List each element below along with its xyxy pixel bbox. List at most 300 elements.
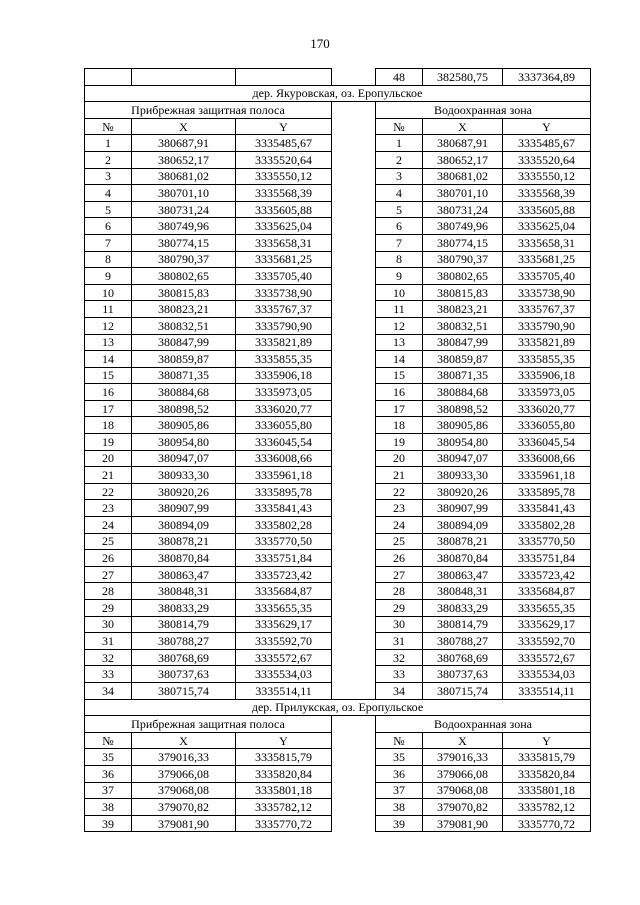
table-row — [85, 550, 591, 567]
column-header-row — [85, 732, 591, 749]
x-coordinate: 380701,10 — [132, 185, 236, 202]
point-number: 18 — [376, 417, 423, 434]
y-coordinate: 3335681,25 — [236, 251, 332, 268]
y-coordinate: 3335625,04 — [236, 218, 332, 235]
x-coordinate: 380894,09 — [132, 517, 236, 534]
table-row — [85, 649, 591, 666]
point-number: 25 — [85, 533, 132, 550]
y-coordinate: 3335485,67 — [236, 135, 332, 152]
x-coordinate: 380871,35 — [423, 367, 503, 384]
column-gap — [332, 135, 376, 152]
y-coordinate: 3335605,88 — [236, 201, 332, 218]
x-coordinate: 380790,37 — [423, 251, 503, 268]
y-coordinate: 3335770,50 — [236, 533, 332, 550]
x-coordinate: 380847,99 — [423, 334, 503, 351]
point-number: 31 — [85, 633, 132, 650]
point-number: 9 — [376, 268, 423, 285]
point-number: 12 — [376, 317, 423, 334]
column-gap — [332, 633, 376, 650]
point-number: 35 — [376, 749, 423, 766]
y-coordinate: 3335961,18 — [503, 467, 591, 484]
section-title-row — [85, 85, 591, 102]
point-number: 24 — [376, 517, 423, 534]
y-coordinate: 3335568,39 — [503, 185, 591, 202]
table-row — [85, 218, 591, 235]
y-coordinate: 3335770,72 — [236, 815, 332, 832]
column-gap — [332, 550, 376, 567]
column-header-y: Y — [503, 732, 591, 749]
column-gap — [332, 583, 376, 600]
point-number: 34 — [376, 682, 423, 699]
point-number: 8 — [85, 251, 132, 268]
y-coordinate: 3335855,35 — [503, 351, 591, 368]
point-number: 35 — [85, 749, 132, 766]
y-coordinate: 3335520,64 — [236, 151, 332, 168]
column-gap — [332, 434, 376, 451]
y-coordinate: 3335655,35 — [503, 600, 591, 617]
point-number: 39 — [85, 815, 132, 832]
x-coordinate: 380859,87 — [423, 351, 503, 368]
table-row — [85, 301, 591, 318]
table-row — [85, 566, 591, 583]
x-coordinate: 380749,96 — [423, 218, 503, 235]
point-number: 17 — [376, 400, 423, 417]
point-number: 27 — [85, 566, 132, 583]
x-coordinate: 380905,86 — [423, 417, 503, 434]
point-number: 1 — [85, 135, 132, 152]
x-coordinate: 380768,69 — [423, 649, 503, 666]
column-gap — [332, 450, 376, 467]
point-number: 48 — [376, 69, 423, 86]
column-header-no: № — [85, 118, 132, 135]
point-number: 26 — [85, 550, 132, 567]
y-coordinate: 3335973,05 — [236, 384, 332, 401]
y-coordinate: 3335767,37 — [503, 301, 591, 318]
x-coordinate: 380687,91 — [423, 135, 503, 152]
table-row — [85, 400, 591, 417]
column-gap — [332, 765, 376, 782]
table-row — [85, 234, 591, 251]
column-gap — [332, 799, 376, 816]
table-row — [85, 517, 591, 534]
y-coordinate: 3335568,39 — [236, 185, 332, 202]
y-coordinate: 3335906,18 — [503, 367, 591, 384]
y-coordinate: 3336008,66 — [236, 450, 332, 467]
y-coordinate: 3336020,77 — [236, 400, 332, 417]
y-coordinate: 3335655,35 — [236, 600, 332, 617]
y-coordinate: 3335592,70 — [503, 633, 591, 650]
point-number: 21 — [376, 467, 423, 484]
table-row — [85, 533, 591, 550]
y-coordinate: 3335841,43 — [236, 500, 332, 517]
coordinates-table — [84, 68, 591, 832]
table-row — [85, 483, 591, 500]
column-gap — [332, 716, 376, 733]
x-coordinate: 380681,02 — [423, 168, 503, 185]
x-coordinate: 380933,30 — [423, 467, 503, 484]
x-coordinate: 380863,47 — [423, 566, 503, 583]
point-number: 6 — [376, 218, 423, 235]
y-coordinate: 3335767,37 — [236, 301, 332, 318]
x-coordinate: 380848,31 — [132, 583, 236, 600]
column-gap — [332, 732, 376, 749]
x-coordinate: 380898,52 — [132, 400, 236, 417]
point-number: 27 — [376, 566, 423, 583]
y-coordinate: 3335751,84 — [236, 550, 332, 567]
column-gap — [332, 649, 376, 666]
x-coordinate: 379016,33 — [132, 749, 236, 766]
table-row — [85, 317, 591, 334]
y-coordinate: 3335821,89 — [503, 334, 591, 351]
point-number: 7 — [376, 234, 423, 251]
point-number: 13 — [85, 334, 132, 351]
column-gap — [332, 500, 376, 517]
point-number: 2 — [85, 151, 132, 168]
point-number: 38 — [376, 799, 423, 816]
y-coordinate: 3335790,90 — [503, 317, 591, 334]
x-coordinate: 380878,21 — [423, 533, 503, 550]
y-coordinate: 3335681,25 — [503, 251, 591, 268]
x-coordinate: 380681,02 — [132, 168, 236, 185]
column-gap — [332, 682, 376, 699]
column-gap — [332, 234, 376, 251]
column-gap — [332, 284, 376, 301]
point-number: 1 — [376, 135, 423, 152]
zone-header-right: Водоохранная зона — [376, 102, 591, 119]
point-number: 25 — [376, 533, 423, 550]
x-coordinate: 380871,35 — [132, 367, 236, 384]
y-coordinate: 3336055,80 — [503, 417, 591, 434]
column-gap — [332, 168, 376, 185]
x-coordinate: 380954,80 — [132, 434, 236, 451]
x-coordinate: 380894,09 — [423, 517, 503, 534]
column-gap — [332, 616, 376, 633]
column-gap — [332, 566, 376, 583]
point-number: 22 — [85, 483, 132, 500]
zone-header-left: Прибрежная защитная полоса — [85, 102, 332, 119]
y-coordinate: 3335841,43 — [503, 500, 591, 517]
point-number: 5 — [376, 201, 423, 218]
point-number: 31 — [376, 633, 423, 650]
column-header-x: X — [423, 732, 503, 749]
x-coordinate: 380847,99 — [132, 334, 236, 351]
table-row — [85, 384, 591, 401]
point-number: 3 — [376, 168, 423, 185]
point-number: 38 — [85, 799, 132, 816]
x-coordinate: 380833,29 — [132, 600, 236, 617]
table-row — [85, 284, 591, 301]
y-coordinate: 3335973,05 — [503, 384, 591, 401]
table-row — [85, 666, 591, 683]
y-coordinate: 3335629,17 — [236, 616, 332, 633]
point-number: 7 — [85, 234, 132, 251]
y-coordinate: 3336045,54 — [236, 434, 332, 451]
column-gap — [332, 666, 376, 683]
table-row — [85, 583, 591, 600]
table-row — [85, 168, 591, 185]
x-coordinate: 380823,21 — [132, 301, 236, 318]
point-number: 9 — [85, 268, 132, 285]
x-coordinate: 380774,15 — [132, 234, 236, 251]
x-coordinate: 380715,74 — [423, 682, 503, 699]
y-coordinate: 3335485,67 — [503, 135, 591, 152]
x-coordinate: 380848,31 — [423, 583, 503, 600]
point-number: 23 — [376, 500, 423, 517]
point-number: 29 — [376, 600, 423, 617]
section-title: дер. Якуровская, оз. Еропульское — [85, 85, 591, 102]
x-coordinate: 380652,17 — [423, 151, 503, 168]
point-number: 10 — [85, 284, 132, 301]
column-gap — [332, 334, 376, 351]
column-gap — [332, 301, 376, 318]
x-coordinate: 380878,21 — [132, 533, 236, 550]
point-number: 4 — [376, 185, 423, 202]
point-number: 28 — [376, 583, 423, 600]
point-number: 14 — [85, 351, 132, 368]
x-coordinate: 380870,84 — [423, 550, 503, 567]
y-coordinate: 3335815,79 — [503, 749, 591, 766]
column-header-no: № — [376, 118, 423, 135]
table-row — [85, 450, 591, 467]
x-coordinate: 380920,26 — [423, 483, 503, 500]
x-coordinate: 380815,83 — [132, 284, 236, 301]
column-gap — [332, 317, 376, 334]
table-row — [85, 351, 591, 368]
table-row — [85, 600, 591, 617]
column-gap — [332, 185, 376, 202]
x-coordinate: 380833,29 — [423, 600, 503, 617]
column-header-no: № — [85, 732, 132, 749]
table-row — [85, 434, 591, 451]
x-coordinate: 380859,87 — [132, 351, 236, 368]
page-number: 170 — [310, 36, 330, 51]
y-coordinate: 3336008,66 — [503, 450, 591, 467]
point-number: 24 — [85, 517, 132, 534]
y-coordinate: 3335802,28 — [503, 517, 591, 534]
x-coordinate: 380731,24 — [132, 201, 236, 218]
y-coordinate: 3335534,03 — [236, 666, 332, 683]
x-coordinate: 379070,82 — [423, 799, 503, 816]
x-coordinate: 380870,84 — [132, 550, 236, 567]
point-number: 2 — [376, 151, 423, 168]
column-gap — [332, 483, 376, 500]
y-coordinate: 3335658,31 — [236, 234, 332, 251]
x-coordinate: 380884,68 — [132, 384, 236, 401]
x-coordinate: 380832,51 — [132, 317, 236, 334]
point-number: 22 — [376, 483, 423, 500]
y-coordinate: 3335625,04 — [503, 218, 591, 235]
y-coordinate: 3335572,67 — [236, 649, 332, 666]
table-row — [85, 633, 591, 650]
table-row — [85, 799, 591, 816]
x-coordinate: 379068,08 — [423, 782, 503, 799]
x-coordinate: 380823,21 — [423, 301, 503, 318]
column-gap — [332, 102, 376, 119]
y-coordinate: 3336055,80 — [236, 417, 332, 434]
x-coordinate: 380907,99 — [423, 500, 503, 517]
point-number: 16 — [376, 384, 423, 401]
zone-header-left: Прибрежная защитная полоса — [85, 716, 332, 733]
column-gap — [332, 467, 376, 484]
point-number: 33 — [85, 666, 132, 683]
point-number: 11 — [376, 301, 423, 318]
point-number: 17 — [85, 400, 132, 417]
y-coordinate: 3335514,11 — [503, 682, 591, 699]
point-number: 4 — [85, 185, 132, 202]
x-coordinate: 380774,15 — [423, 234, 503, 251]
point-number: 32 — [85, 649, 132, 666]
x-coordinate: 380790,37 — [132, 251, 236, 268]
table-row — [85, 500, 591, 517]
x-coordinate: 380920,26 — [132, 483, 236, 500]
y-coordinate: 3335684,87 — [236, 583, 332, 600]
y-coordinate: 3335550,12 — [503, 168, 591, 185]
point-number: 20 — [376, 450, 423, 467]
x-coordinate: 380814,79 — [423, 616, 503, 633]
y-coordinate: 3335820,84 — [503, 765, 591, 782]
y-coordinate: 3335961,18 — [236, 467, 332, 484]
column-gap — [332, 782, 376, 799]
point-number: 36 — [85, 765, 132, 782]
x-coordinate: 380788,27 — [423, 633, 503, 650]
x-coordinate: 380731,24 — [423, 201, 503, 218]
point-number: 34 — [85, 682, 132, 699]
point-number: 26 — [376, 550, 423, 567]
y-coordinate: 3335855,35 — [236, 351, 332, 368]
column-gap — [332, 268, 376, 285]
column-gap — [332, 151, 376, 168]
table-row — [85, 616, 591, 633]
column-gap — [332, 251, 376, 268]
x-coordinate: 379066,08 — [132, 765, 236, 782]
column-gap — [332, 218, 376, 235]
section-title-row — [85, 699, 591, 716]
x-coordinate: 380687,91 — [132, 135, 236, 152]
point-number: 14 — [376, 351, 423, 368]
empty-cell — [85, 69, 132, 86]
column-header-no: № — [376, 732, 423, 749]
point-number: 11 — [85, 301, 132, 318]
point-number: 15 — [85, 367, 132, 384]
y-coordinate: 3335801,18 — [236, 782, 332, 799]
x-coordinate: 380701,10 — [423, 185, 503, 202]
y-coordinate: 3335592,70 — [236, 633, 332, 650]
point-number: 15 — [376, 367, 423, 384]
x-coordinate: 380954,80 — [423, 434, 503, 451]
column-header-row — [85, 118, 591, 135]
y-coordinate: 3335790,90 — [236, 317, 332, 334]
table-row — [85, 268, 591, 285]
y-coordinate: 3335572,67 — [503, 649, 591, 666]
point-number: 20 — [85, 450, 132, 467]
point-number: 29 — [85, 600, 132, 617]
y-coordinate: 3335520,64 — [503, 151, 591, 168]
y-coordinate: 3335801,18 — [503, 782, 591, 799]
x-coordinate: 380863,47 — [132, 566, 236, 583]
y-coordinate: 3335820,84 — [236, 765, 332, 782]
y-coordinate: 3335895,78 — [503, 483, 591, 500]
x-coordinate: 379081,90 — [132, 815, 236, 832]
point-number: 19 — [85, 434, 132, 451]
y-coordinate: 3336020,77 — [503, 400, 591, 417]
empty-cell — [132, 69, 236, 86]
table-row — [85, 367, 591, 384]
column-gap — [332, 384, 376, 401]
column-gap — [332, 533, 376, 550]
y-coordinate: 3335534,03 — [503, 666, 591, 683]
x-coordinate: 382580,75 — [423, 69, 503, 86]
x-coordinate: 380814,79 — [132, 616, 236, 633]
section-title: дер. Прилукская, оз. Еропульское — [85, 699, 591, 716]
point-number: 18 — [85, 417, 132, 434]
x-coordinate: 380815,83 — [423, 284, 503, 301]
x-coordinate: 379081,90 — [423, 815, 503, 832]
table-row — [85, 682, 591, 699]
y-coordinate: 3335629,17 — [503, 616, 591, 633]
y-coordinate: 3335605,88 — [503, 201, 591, 218]
point-number: 19 — [376, 434, 423, 451]
y-coordinate: 3335723,42 — [503, 566, 591, 583]
continuation-row — [85, 69, 591, 86]
x-coordinate: 380905,86 — [132, 417, 236, 434]
x-coordinate: 379066,08 — [423, 765, 503, 782]
point-number: 3 — [85, 168, 132, 185]
table-row — [85, 815, 591, 832]
zone-header-row — [85, 102, 591, 119]
zone-header-row — [85, 716, 591, 733]
x-coordinate: 380802,65 — [423, 268, 503, 285]
y-coordinate: 3335815,79 — [236, 749, 332, 766]
y-coordinate: 3336045,54 — [503, 434, 591, 451]
y-coordinate: 3335705,40 — [236, 268, 332, 285]
point-number: 30 — [85, 616, 132, 633]
y-coordinate: 3335723,42 — [236, 566, 332, 583]
y-coordinate: 3335738,90 — [503, 284, 591, 301]
x-coordinate: 380884,68 — [423, 384, 503, 401]
column-header-x: X — [132, 732, 236, 749]
y-coordinate: 3335906,18 — [236, 367, 332, 384]
column-header-x: X — [132, 118, 236, 135]
y-coordinate: 3335802,28 — [236, 517, 332, 534]
column-gap — [332, 69, 376, 86]
column-gap — [332, 400, 376, 417]
table-row — [85, 151, 591, 168]
point-number: 13 — [376, 334, 423, 351]
x-coordinate: 380749,96 — [132, 218, 236, 235]
point-number: 28 — [85, 583, 132, 600]
column-gap — [332, 201, 376, 218]
column-gap — [332, 600, 376, 617]
point-number: 36 — [376, 765, 423, 782]
table-row — [85, 185, 591, 202]
x-coordinate: 380737,63 — [132, 666, 236, 683]
y-coordinate: 3337364,89 — [503, 69, 591, 86]
x-coordinate: 380737,63 — [423, 666, 503, 683]
x-coordinate: 380947,07 — [423, 450, 503, 467]
x-coordinate: 379068,08 — [132, 782, 236, 799]
y-coordinate: 3335782,12 — [503, 799, 591, 816]
x-coordinate: 380788,27 — [132, 633, 236, 650]
y-coordinate: 3335514,11 — [236, 682, 332, 699]
point-number: 33 — [376, 666, 423, 683]
point-number: 8 — [376, 251, 423, 268]
column-gap — [332, 815, 376, 832]
point-number: 23 — [85, 500, 132, 517]
y-coordinate: 3335705,40 — [503, 268, 591, 285]
table-row — [85, 201, 591, 218]
x-coordinate: 380898,52 — [423, 400, 503, 417]
point-number: 5 — [85, 201, 132, 218]
